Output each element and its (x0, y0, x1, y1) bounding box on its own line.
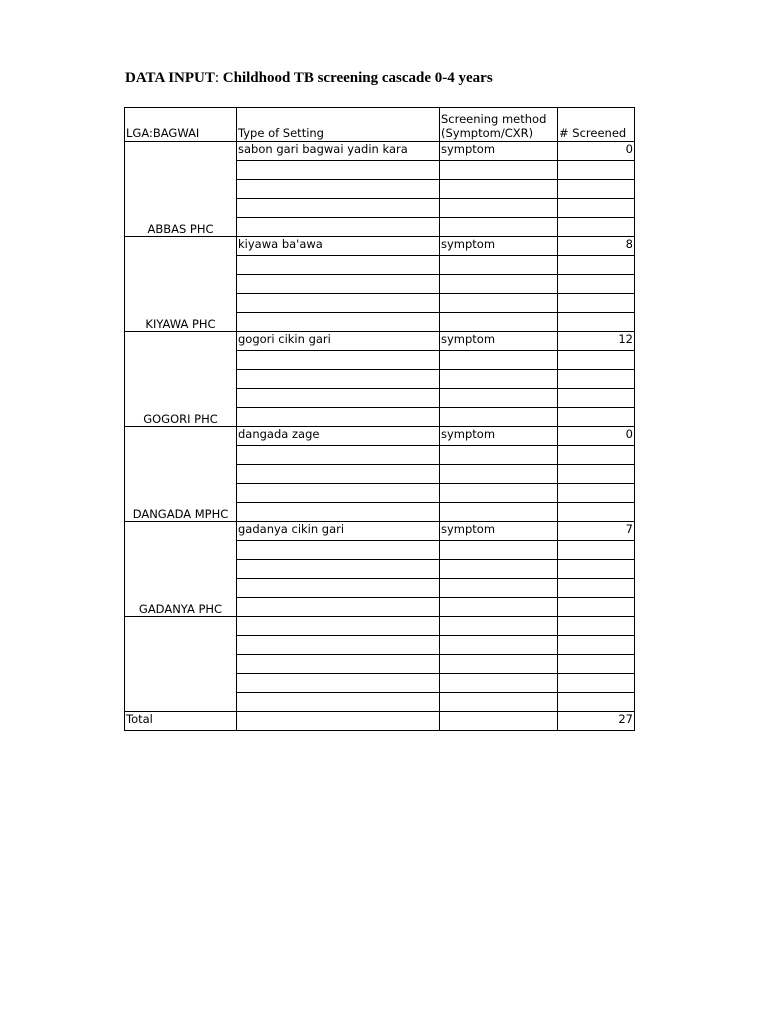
screened-cell[interactable] (558, 161, 635, 180)
setting-cell[interactable]: dangada zage (237, 427, 440, 446)
method-cell[interactable] (440, 503, 558, 522)
setting-cell[interactable] (237, 370, 440, 389)
method-cell[interactable] (440, 617, 558, 636)
table-row (125, 427, 635, 446)
setting-cell[interactable] (237, 446, 440, 465)
setting-cell[interactable] (237, 389, 440, 408)
screened-cell[interactable] (558, 256, 635, 275)
setting-cell[interactable] (237, 275, 440, 294)
setting-cell[interactable] (237, 541, 440, 560)
screened-cell[interactable] (558, 370, 635, 389)
setting-cell[interactable] (237, 294, 440, 313)
setting-cell[interactable]: kiyawa ba'awa (237, 237, 440, 256)
screened-cell[interactable] (558, 617, 635, 636)
setting-cell[interactable]: sabon gari bagwai yadin kara (237, 142, 440, 161)
screened-cell[interactable] (558, 674, 635, 693)
screened-cell[interactable] (558, 693, 635, 712)
setting-cell[interactable] (237, 636, 440, 655)
facility-cell[interactable]: DANGADA MPHC (125, 427, 237, 522)
setting-cell[interactable] (237, 503, 440, 522)
method-cell[interactable] (440, 408, 558, 427)
screened-cell[interactable] (558, 560, 635, 579)
header-method-line2: (Symptom/CXR) (441, 126, 534, 140)
screened-cell[interactable]: 0 (558, 142, 635, 161)
method-cell[interactable] (440, 313, 558, 332)
screened-cell[interactable] (558, 636, 635, 655)
method-cell[interactable] (440, 351, 558, 370)
table-row (125, 332, 635, 351)
table-row (125, 617, 635, 636)
method-cell[interactable] (440, 693, 558, 712)
method-cell[interactable] (440, 636, 558, 655)
screened-cell[interactable] (558, 218, 635, 237)
total-label[interactable]: Total (125, 712, 237, 731)
method-cell[interactable] (440, 294, 558, 313)
facility-cell[interactable]: KIYAWA PHC (125, 237, 237, 332)
screened-cell[interactable] (558, 408, 635, 427)
setting-cell[interactable] (237, 351, 440, 370)
screened-cell[interactable] (558, 598, 635, 617)
screened-cell[interactable] (558, 484, 635, 503)
method-cell[interactable] (440, 161, 558, 180)
title-bold-part: DATA INPUT (125, 70, 215, 86)
method-cell[interactable] (440, 180, 558, 199)
method-cell[interactable]: symptom (440, 427, 558, 446)
header-row (125, 108, 635, 142)
setting-cell[interactable] (237, 693, 440, 712)
method-cell[interactable] (440, 218, 558, 237)
screened-cell[interactable]: 0 (558, 427, 635, 446)
screened-cell[interactable]: 12 (558, 332, 635, 351)
setting-cell[interactable] (237, 256, 440, 275)
facility-cell[interactable] (125, 617, 237, 712)
table-row (125, 522, 635, 541)
setting-cell[interactable] (237, 313, 440, 332)
setting-cell[interactable] (237, 674, 440, 693)
title-rest: Childhood TB screening cascade 0-4 years (219, 70, 493, 86)
setting-cell[interactable] (237, 484, 440, 503)
method-cell[interactable] (440, 465, 558, 484)
method-cell[interactable] (440, 389, 558, 408)
screened-cell[interactable] (558, 579, 635, 598)
screened-cell[interactable] (558, 446, 635, 465)
setting-cell[interactable] (237, 579, 440, 598)
screened-cell[interactable] (558, 465, 635, 484)
screened-cell[interactable] (558, 275, 635, 294)
setting-cell[interactable] (237, 199, 440, 218)
header-lga[interactable]: LGA:BAGWAI (125, 108, 237, 142)
table-row (125, 142, 635, 161)
setting-cell[interactable]: gogori cikin gari (237, 332, 440, 351)
method-cell[interactable] (440, 674, 558, 693)
total-value[interactable]: 27 (558, 712, 635, 731)
total-row (125, 712, 635, 731)
header-method[interactable] (440, 108, 558, 142)
table-row (125, 237, 635, 256)
screening-table (124, 107, 635, 731)
screened-cell[interactable] (558, 199, 635, 218)
screened-cell[interactable] (558, 313, 635, 332)
screened-cell[interactable]: 7 (558, 522, 635, 541)
method-cell[interactable] (440, 199, 558, 218)
facility-cell[interactable]: ABBAS PHC (125, 142, 237, 237)
method-cell[interactable] (440, 541, 558, 560)
setting-cell[interactable] (237, 218, 440, 237)
method-cell[interactable] (440, 579, 558, 598)
sheet-title (125, 70, 493, 87)
method-cell[interactable]: symptom (440, 142, 558, 161)
facility-cell[interactable]: GOGORI PHC (125, 332, 237, 427)
screened-cell[interactable] (558, 655, 635, 674)
header-setting[interactable]: Type of Setting (237, 108, 440, 142)
setting-cell[interactable] (237, 180, 440, 199)
screened-cell[interactable] (558, 503, 635, 522)
screened-cell[interactable] (558, 389, 635, 408)
screened-cell[interactable] (558, 180, 635, 199)
method-cell[interactable] (440, 275, 558, 294)
setting-cell[interactable]: gadanya cikin gari (237, 522, 440, 541)
setting-cell[interactable] (237, 617, 440, 636)
setting-cell[interactable] (237, 655, 440, 674)
header-method-line1: Screening method (441, 112, 547, 126)
setting-cell[interactable] (237, 560, 440, 579)
setting-cell[interactable] (237, 408, 440, 427)
screened-cell[interactable]: 8 (558, 237, 635, 256)
screened-cell[interactable] (558, 294, 635, 313)
total-setting-cell[interactable] (237, 712, 440, 731)
method-cell[interactable]: symptom (440, 332, 558, 351)
method-cell[interactable] (440, 560, 558, 579)
method-cell[interactable] (440, 598, 558, 617)
setting-cell[interactable] (237, 598, 440, 617)
method-cell[interactable]: symptom (440, 522, 558, 541)
total-method-cell[interactable] (440, 712, 558, 731)
method-cell[interactable] (440, 484, 558, 503)
setting-cell[interactable] (237, 465, 440, 484)
method-cell[interactable] (440, 655, 558, 674)
screened-cell[interactable] (558, 541, 635, 560)
method-cell[interactable] (440, 446, 558, 465)
method-cell[interactable]: symptom (440, 237, 558, 256)
method-cell[interactable] (440, 370, 558, 389)
facility-cell[interactable]: GADANYA PHC (125, 522, 237, 617)
screened-cell[interactable] (558, 351, 635, 370)
header-screened[interactable]: # Screened (558, 108, 635, 142)
setting-cell[interactable] (237, 161, 440, 180)
title-colon: : (214, 70, 220, 86)
method-cell[interactable] (440, 256, 558, 275)
